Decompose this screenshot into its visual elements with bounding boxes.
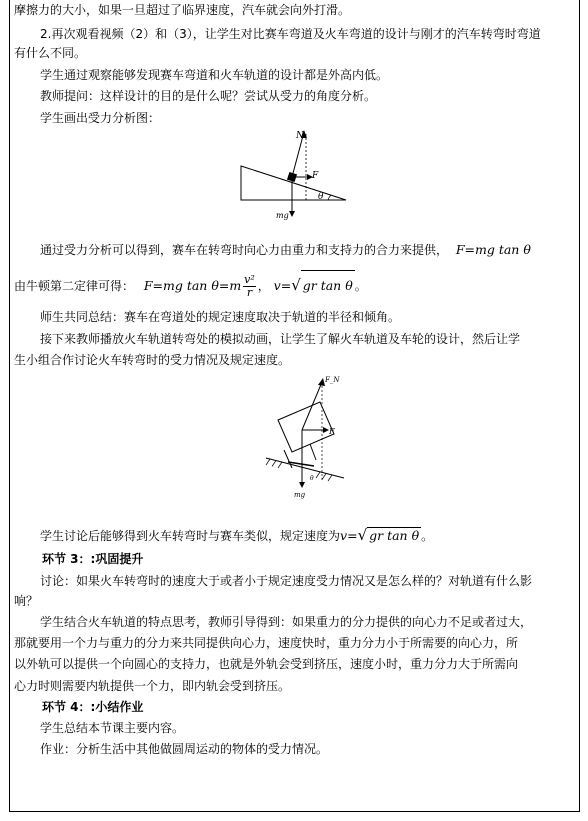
section-heading: 环节 3：:巩固提升 <box>42 552 144 566</box>
label-mg: mg <box>276 211 289 220</box>
text-line: 作业：分析生活中其他做圆周运动的物体的受力情况。 <box>40 742 329 756</box>
text-span: 学生讨论后能够得到火车转弯时与赛车类似，规定速度为 <box>40 529 341 543</box>
train-body <box>278 402 334 452</box>
formula-centripetal: F=mg tan θ <box>455 242 531 257</box>
force-diagram-car <box>236 126 351 226</box>
label-F: F <box>312 171 319 181</box>
label-theta: θ <box>310 475 314 482</box>
arrowhead <box>299 482 305 488</box>
text-line: 学生通过观察能够发现赛车弯道和火车轨道的设计都是外高内低。 <box>40 68 389 82</box>
text-line: 有什么不同。 <box>14 46 87 60</box>
label-theta: θ <box>318 192 324 202</box>
text-line: 学生总结本节课主要内容。 <box>40 721 185 735</box>
text-line: 教师提问：这样设计的目的是什么呢？尝试从受力的角度分析。 <box>40 89 377 103</box>
track-line <box>266 458 344 478</box>
label-N: N <box>296 131 304 141</box>
wheel-strut <box>284 450 292 468</box>
text-span: 由牛顿第二定律可得： <box>14 279 135 293</box>
formula-lhs: F=mg tan θ=m <box>143 278 242 293</box>
axle <box>288 462 314 466</box>
radical-sign: √ <box>291 276 301 294</box>
text-line: 那就要用一个力与重力的分力来共同提供向心力，速度快时，重力分力小于所需要的向心力，所 <box>14 636 519 650</box>
radical-sign: √ <box>357 526 368 544</box>
formula-sqrt: gr tan θ <box>301 270 355 301</box>
formula-sqrt: gr tan θ <box>369 528 420 543</box>
label-F: F <box>329 427 335 436</box>
text-line: 讨论：如果火车转弯时的速度大于或者小于规定速度受力情况又是怎么样的？对轨道有什么影 <box>40 574 533 588</box>
period: 。 <box>354 279 367 293</box>
separator: ， <box>257 279 270 293</box>
text-line <box>40 527 433 544</box>
fraction-numerator: v² <box>244 273 255 286</box>
arrowhead <box>289 211 295 217</box>
fraction-v2-r <box>243 274 256 299</box>
text-line <box>14 270 367 300</box>
wheel-strut <box>310 444 316 460</box>
force-diagram-train <box>258 372 348 500</box>
text-line: 师生共同总结：赛车在弯道处的规定速度取决于轨道的半径和倾角。 <box>40 310 401 324</box>
text-line: 接下来教师播放火车轨道转弯处的模拟动画，让学生了解火车轨道及车轮的设计，然后让学 <box>40 332 521 346</box>
label-mg: mg <box>294 491 306 499</box>
formula-v: v= <box>340 528 358 543</box>
section-heading: 环节 4：:小结作业 <box>42 700 144 714</box>
text-line: 以外轨可以提供一个向圆心的支持力，也就是外轨会受到挤压，速度小时，重力分力大于所需向 <box>14 657 519 671</box>
period: 。 <box>421 529 434 543</box>
text-line <box>40 242 531 258</box>
label-FN: F_N <box>325 376 340 384</box>
text-line: 生小组合作讨论火车转弯时的受力情况及规定速度。 <box>14 353 291 367</box>
text-span: 通过受力分析可以得到，赛车在转弯时向心力由重力和支持力的合力来提供， <box>40 243 449 257</box>
text-line: 摩擦力的大小，如果一旦超过了临界速度，汽车就会向外打滑。 <box>14 3 351 17</box>
text-line: 响？ <box>14 594 39 608</box>
text-line: 学生画出受力分析图： <box>40 111 161 125</box>
formula-v: v= <box>273 278 292 293</box>
text-line: 学生结合火车轨道的特点思考，教师引导得到：如果重力的分力提供的向心力不足或者过大， <box>40 615 533 629</box>
fraction-denominator: r <box>246 286 253 299</box>
arrowhead <box>318 378 325 386</box>
text-line: 心力时则需要内轨提供一个力，即内轨会受到挤压。 <box>14 679 291 693</box>
text-line: 2.再次观看视频（2）和（3），让学生对比赛车弯道及火车弯道的设计与刚才的汽车转弯时弯道 <box>40 27 541 41</box>
